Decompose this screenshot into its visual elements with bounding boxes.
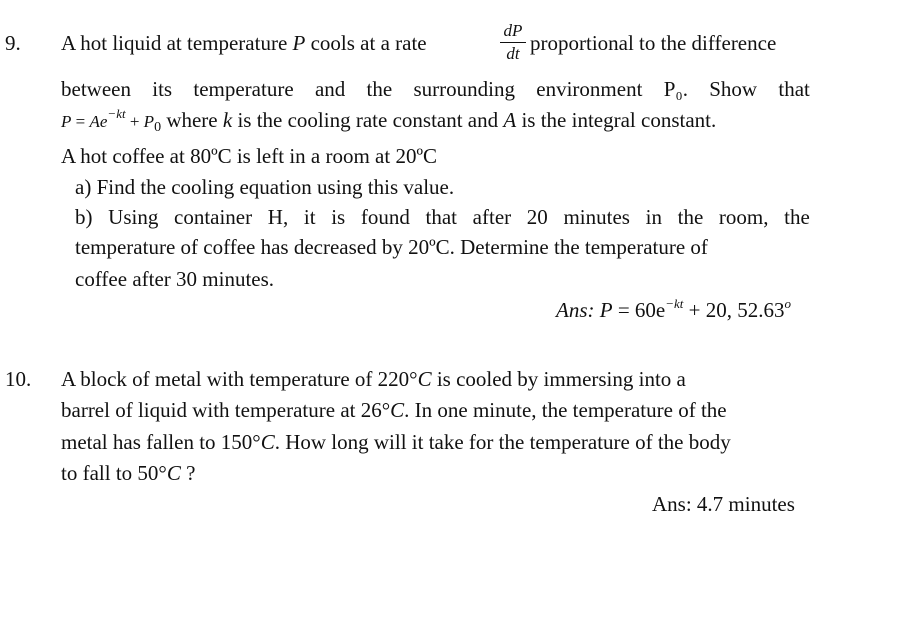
word: b) <box>75 205 93 229</box>
word: and <box>314 77 346 101</box>
word: found <box>360 205 410 229</box>
problem-9-number: 9. <box>5 31 21 55</box>
word: is <box>331 205 346 229</box>
word: H, <box>267 205 289 229</box>
part-b-line-3: coffee after 30 minutes. <box>75 267 275 291</box>
word: temperature <box>193 77 294 101</box>
problem-9-line-2 <box>61 77 810 102</box>
word: after <box>472 205 512 229</box>
word: its <box>152 77 173 101</box>
word: the <box>784 205 810 229</box>
word: environment <box>536 77 643 101</box>
word: Using <box>108 205 159 229</box>
word: the <box>677 205 704 229</box>
problem-10-line-3: metal has fallen to 150°C. How long will it take for the temperature of the body <box>61 430 731 454</box>
word: the <box>366 77 393 101</box>
problem-10-line-2: barrel of liquid with temperature at 26°C. In one minute, the temperature of the <box>61 398 727 422</box>
problem-9-equation-line: $P = Ae^{-kt} + P_0$ where k is the cooling rate constant and A is the integral constant. <box>61 106 717 135</box>
word: that <box>778 77 810 101</box>
word: Show <box>709 77 758 101</box>
problem-9-line-1-end: proportional to the difference <box>530 31 777 55</box>
part-b-line-1 <box>75 205 810 230</box>
word: 20 <box>526 205 548 229</box>
word: it <box>303 205 316 229</box>
word: P₀. <box>663 77 688 101</box>
part-b-line-2: temperature of coffee has decreased by 20ºC. Determine the temperature of <box>75 235 708 259</box>
word: in <box>645 205 662 229</box>
problem-10-number: 10. <box>5 367 32 391</box>
problem-10-line-1: A block of metal with temperature of 220°C is cooled by immersing into a <box>61 367 686 391</box>
problem-10-answer: Ans: 4.7 minutes <box>652 492 795 516</box>
problem-10-line-4: to fall to 50°C ? <box>61 461 196 485</box>
problem-9-line-4: A hot coffee at 80ºC is left in a room at 20ºC <box>61 144 437 168</box>
word: container <box>174 205 253 229</box>
word: between <box>61 77 131 101</box>
problem-9-answer: Ans: $P = 60e^{-kt} + 20$, 52.63$^o$ <box>556 296 791 322</box>
word: that <box>425 205 458 229</box>
rate-fraction: dP dt <box>500 22 526 63</box>
word: minutes <box>563 205 630 229</box>
word: surrounding <box>413 77 515 101</box>
problem-9-line-1: A hot liquid at temperature P cools at a rate <box>61 31 427 55</box>
part-a: a) Find the cooling equation using this value. <box>75 175 455 199</box>
word: room, <box>718 205 769 229</box>
